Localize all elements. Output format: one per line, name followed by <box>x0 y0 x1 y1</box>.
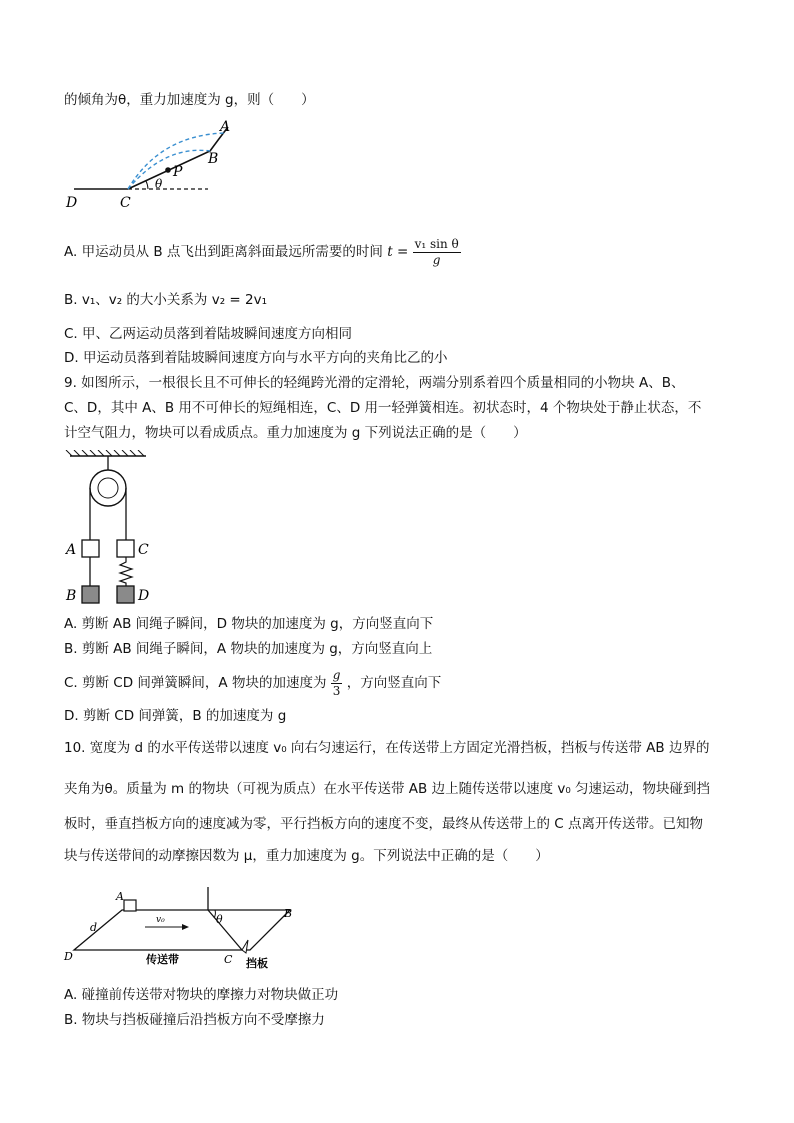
point-p <box>165 167 171 173</box>
label-c: C <box>138 542 149 558</box>
q10-stem-line2: 夹角为θ。质量为 m 的物块（可视为质点）在水平传送带 AB 边上随传送带以速度 v₀ 匀速运动，物块碰到挡 <box>64 781 711 797</box>
block-c <box>117 540 134 557</box>
fraction-numerator: g <box>332 667 341 682</box>
block-d <box>117 586 134 603</box>
conveyor-figure <box>60 885 310 975</box>
label-b: B <box>284 907 293 920</box>
q8-option-b[interactable]: B. v₁、v₂ 的大小关系为 v₂ = 2v₁ <box>64 292 268 308</box>
ski-slope-figure <box>60 115 240 210</box>
block <box>124 900 136 911</box>
label-b: B <box>208 151 219 167</box>
label-theta: θ <box>216 913 223 926</box>
q9-stem-line3: 计空气阻力，物块可以看成质点。重力加速度为 g 下列说法正确的是（ ） <box>64 425 527 441</box>
q8-intro: 的倾角为θ，重力加速度为 g，则（ ） <box>64 92 315 108</box>
label-a: A <box>66 542 77 558</box>
q10-stem-line1: 10. 宽度为 d 的水平传送带以速度 v₀ 向右匀速运行，在传送带上方固定光滑挡板，挡板与传送带 AB 边界的 <box>64 740 710 756</box>
q8-option-a-t: t = <box>387 244 409 260</box>
q9-option-c-text-post: ，方向竖直向下 <box>346 675 442 691</box>
label-v0: v₀ <box>156 915 165 925</box>
label-baffle: 挡板 <box>246 957 268 970</box>
label-p: P <box>173 164 183 180</box>
block-a <box>82 540 99 557</box>
q9-stem-line1: 9. 如图所示，一根很长且不可伸长的轻绳跨光滑的定滑轮，两端分别系着四个质量相同的小物块 A、B、 <box>64 375 685 391</box>
label-d: D <box>66 195 78 210</box>
label-d-width: d <box>90 921 98 934</box>
label-a: A <box>116 890 124 903</box>
fraction-denominator: 3 <box>332 683 341 698</box>
q10-stem-line3: 板时，垂直挡板方向的速度减为零，平行挡板方向的速度不变，最终从传送带上的 C 点离开传送带。已知物 <box>64 816 704 832</box>
q9-option-c-fraction <box>331 668 343 699</box>
label-c: C <box>224 953 233 966</box>
q8-option-a-fraction <box>413 237 461 268</box>
block-b <box>82 586 99 603</box>
q9-option-c-text: C. 剪断 CD 间弹簧瞬间，A 物块的加速度为 <box>64 675 327 691</box>
label-a: A <box>220 119 231 135</box>
spring-cd <box>120 557 132 586</box>
q9-option-d[interactable]: D. 剪断 CD 间弹簧，B 的加速度为 g <box>64 708 287 724</box>
baffle-end <box>242 940 248 953</box>
label-belt: 传送带 <box>146 953 179 966</box>
q9-option-c[interactable] <box>64 664 441 702</box>
label-theta: θ <box>155 177 163 191</box>
pulley-wheel <box>90 470 126 506</box>
q8-option-c[interactable]: C. 甲、乙两运动员落到着陆坡瞬间速度方向相同 <box>64 326 353 342</box>
fraction-numerator: v₁ sin θ <box>414 236 459 251</box>
q8-option-a-text: A. 甲运动员从 B 点飞出到距离斜面最远所需要的时间 <box>64 244 383 260</box>
q10-stem-line4: 块与传送带间的动摩擦因数为 μ，重力加速度为 g。下列说法中正确的是（ ） <box>64 848 549 864</box>
pulley-figure <box>62 450 157 610</box>
q9-stem-line2: C、D，其中 A、B 用不可伸长的短绳相连，C、D 用一轻弹簧相连。初状态时，4 个物块处于静止状态，不 <box>64 400 702 416</box>
label-c: C <box>120 195 131 210</box>
q9-option-a[interactable]: A. 剪断 AB 间绳子瞬间，D 物块的加速度为 g，方向竖直向下 <box>64 616 434 632</box>
baffle-line <box>208 910 242 950</box>
fraction-denominator: g <box>432 252 441 267</box>
q9-option-b[interactable]: B. 剪断 AB 间绳子瞬间，A 物块的加速度为 g，方向竖直向上 <box>64 641 433 657</box>
q10-option-a[interactable]: A. 碰撞前传送带对物块的摩擦力对物块做正功 <box>64 987 339 1003</box>
label-d: D <box>64 950 73 963</box>
q8-option-d[interactable]: D. 甲运动员落到着陆坡瞬间速度方向与水平方向的夹角比乙的小 <box>64 350 448 366</box>
q8-option-a[interactable] <box>64 232 461 272</box>
label-b: B <box>66 588 77 604</box>
label-d: D <box>138 588 150 604</box>
q10-option-b[interactable]: B. 物块与挡板碰撞后沿挡板方向不受摩擦力 <box>64 1012 325 1028</box>
